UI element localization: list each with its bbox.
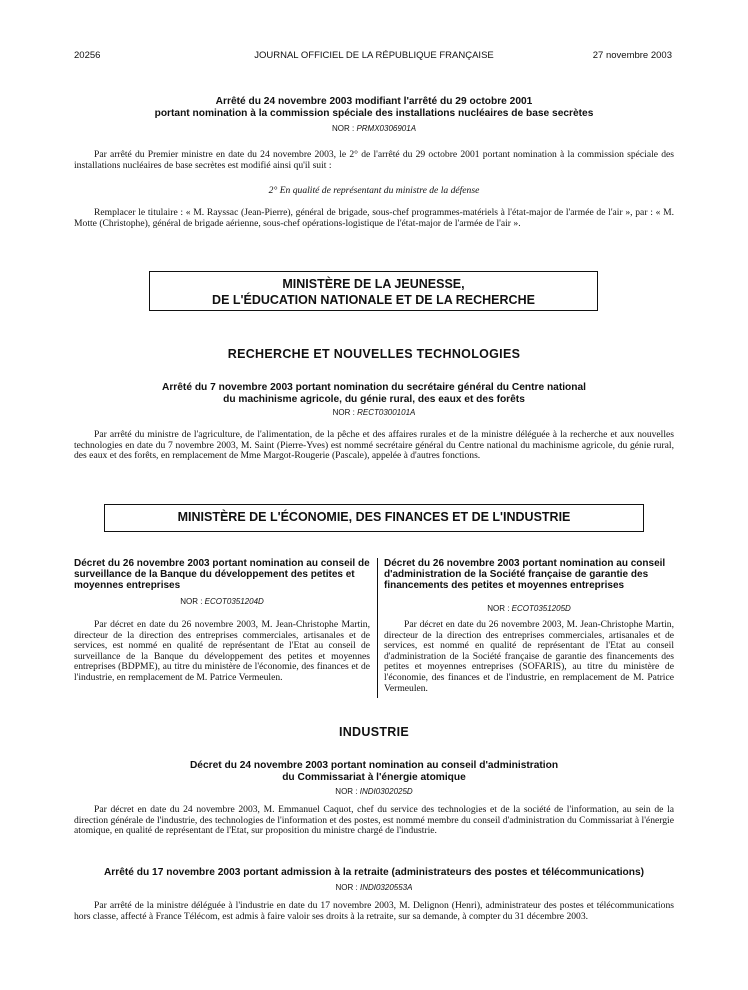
decret-cea-paragraph: Par décret en date du 24 novembre 2003, M. Emmanuel Caquot, chef du service des technologies et de la société de l'information, au sein de la direction générale de l'industrie, des technologies de l'information et des postes, est nommé membre du conseil d'administration du Commissariat à l'énergie atomique, en qualité de représentant de l'Etat, sur proposition du ministre chargé de l'industrie. — [74, 804, 674, 837]
ministry-education-line1: MINISTÈRE DE LA JEUNESSE, — [282, 277, 465, 291]
nor-code: INDI0302025D — [359, 787, 413, 796]
decret-bdpme-paragraph: Par décret en date du 26 novembre 2003, M. Jean-Christophe Martin, directeur de la direction des entreprises commerciales, artisanales et de services, est nommé en qualité de représentant de l'Etat au conseil de surveillance de la Banque du développement des petites et moyennes entreprises (BDPME), au titre du ministère de l'économie, des finances et de l'industrie, en remplacement de M. Patrice Vermeulen. — [74, 619, 370, 683]
decret-cea-title-line1: Décret du 24 novembre 2003 portant nomination au conseil d'administration — [189, 760, 559, 771]
arrete-1-nor — [74, 124, 674, 133]
decret-bdpme-nor — [74, 597, 370, 606]
nor-code: RECT0300101A — [357, 408, 416, 417]
issue-date: 27 novembre 2003 — [592, 50, 672, 61]
decret-sofaris-paragraph: Par décret en date du 26 novembre 2003, M. Jean-Christophe Martin, directeur de la direction des entreprises commerciales, artisanales et de services, est nommé en qualité de représentant de l'Etat au conseil d'administration de la Société française de garantie des financements des petites et moyennes entreprises (SOFARIS), au titre du ministère de l'économie, des finances et de l'industrie, en remplacement de M. Patrice Vermeulen. — [384, 619, 674, 694]
arrete-1-title — [74, 96, 674, 119]
nor-code: ECOT0351204D — [204, 597, 264, 606]
arrete-1-title-line1: Arrêté du 24 novembre 2003 modifiant l'arrêté du 29 octobre 2001 — [215, 96, 533, 107]
arrete-2-title — [74, 382, 674, 405]
nor-label: NOR : — [487, 604, 510, 613]
decret-cea-nor — [74, 787, 674, 796]
nor-label: NOR : — [332, 408, 355, 417]
arrete-2-nor — [74, 408, 674, 417]
arrete-retraite-nor — [74, 883, 674, 892]
arrete-1-replacement: Remplacer le titulaire : « M. Rayssac (Jean-Pierre), général de brigade, sous-chef programmes-matériels à l'état-major de l'armée de l'air », par : « M. Motte (Christophe), général de brigade aérienne, sous-chef opérations-logistique de l'état-major de l'armée de l'air ». — [74, 207, 674, 229]
heading-industrie: INDUSTRIE — [338, 725, 410, 739]
page-number: 20256 — [74, 50, 101, 61]
nor-label: NOR : — [335, 787, 358, 796]
arrete-1-subheading: 2° En qualité de représentant du ministre de la défense — [268, 185, 480, 196]
arrete-1-title-line2: portant nomination à la commission spéciale des installations nucléaires de base secrètes — [154, 107, 594, 119]
arrete-2-paragraph: Par arrêté du ministre de l'agriculture, de l'alimentation, de la pêche et des affaires rurales et de la ministre déléguée à la recherche et aux nouvelles technologies en date du 7 novembre 2003, M. Saint (Pierre-Yves) est nommé secrétaire général du Centre national du machinisme agricole, du génie rural, des eaux et des forêts, en remplacement de Mme Margot-Rougerie (Pascale), appelée à d'autres fonctions. — [74, 429, 674, 462]
decret-sofaris-nor — [384, 604, 674, 613]
nor-code: ECOT0351205D — [511, 604, 571, 613]
arrete-retraite-title: Arrêté du 17 novembre 2003 portant admission à la retraite (administrateurs des postes et télécommunications) — [103, 867, 645, 878]
ministry-education-box — [149, 271, 598, 311]
decret-cea-title-line2: du Commissariat à l'énergie atomique — [282, 771, 466, 783]
arrete-2-title-line2: du machinisme agricole, du génie rural, des eaux et des forêts — [223, 393, 525, 405]
arrete-1-paragraph: Par arrêté du Premier ministre en date du 24 novembre 2003, le 2° de l'arrêté du 29 octobre 2001 portant nomination à la commission spéciale des installations nucléaires de base secrètes est modifié ainsi qu'il suit : — [74, 149, 674, 171]
nor-label: NOR : — [180, 597, 203, 606]
nor-code: PRMX0306901A — [356, 124, 417, 133]
ministry-economie-line1: MINISTÈRE DE L'ÉCONOMIE, DES FINANCES ET DE L'INDUSTRIE — [177, 510, 571, 524]
decret-sofaris-title: Décret du 26 novembre 2003 portant nomination au conseil d'administration de la Société française de garantie des financements des petites et moyennes entreprises — [384, 558, 666, 591]
heading-recherche: RECHERCHE ET NOUVELLES TECHNOLOGIES — [227, 347, 521, 361]
decret-cea-title — [74, 760, 674, 783]
ministry-education-line2: DE L'ÉDUCATION NATIONALE ET DE LA RECHERCHE — [212, 293, 535, 307]
nor-label: NOR : — [331, 124, 355, 133]
ministry-economie-box — [104, 504, 644, 532]
nor-label: NOR : — [335, 883, 358, 892]
column-divider — [377, 558, 378, 698]
journal-title: JOURNAL OFFICIEL DE LA RÉPUBLIQUE FRANÇAISE — [254, 50, 494, 61]
decret-bdpme-title: Décret du 26 novembre 2003 portant nomination au conseil de surveillance de la Banque du développement des petites et moyennes entreprises — [74, 558, 370, 591]
nor-code: INDI0320553A — [359, 883, 413, 892]
arrete-2-title-line1: Arrêté du 7 novembre 2003 portant nomination du secrétaire général du Centre national — [161, 382, 586, 393]
arrete-retraite-paragraph: Par arrêté de la ministre déléguée à l'industrie en date du 17 novembre 2003, M. Delignon (Henri), administrateur des postes et télécommunications hors classe, affecté à France Télécom, est admis à faire valoir ses droits à la retraite, sur sa demande, à compter du 31 décembre 2003. — [74, 900, 674, 922]
